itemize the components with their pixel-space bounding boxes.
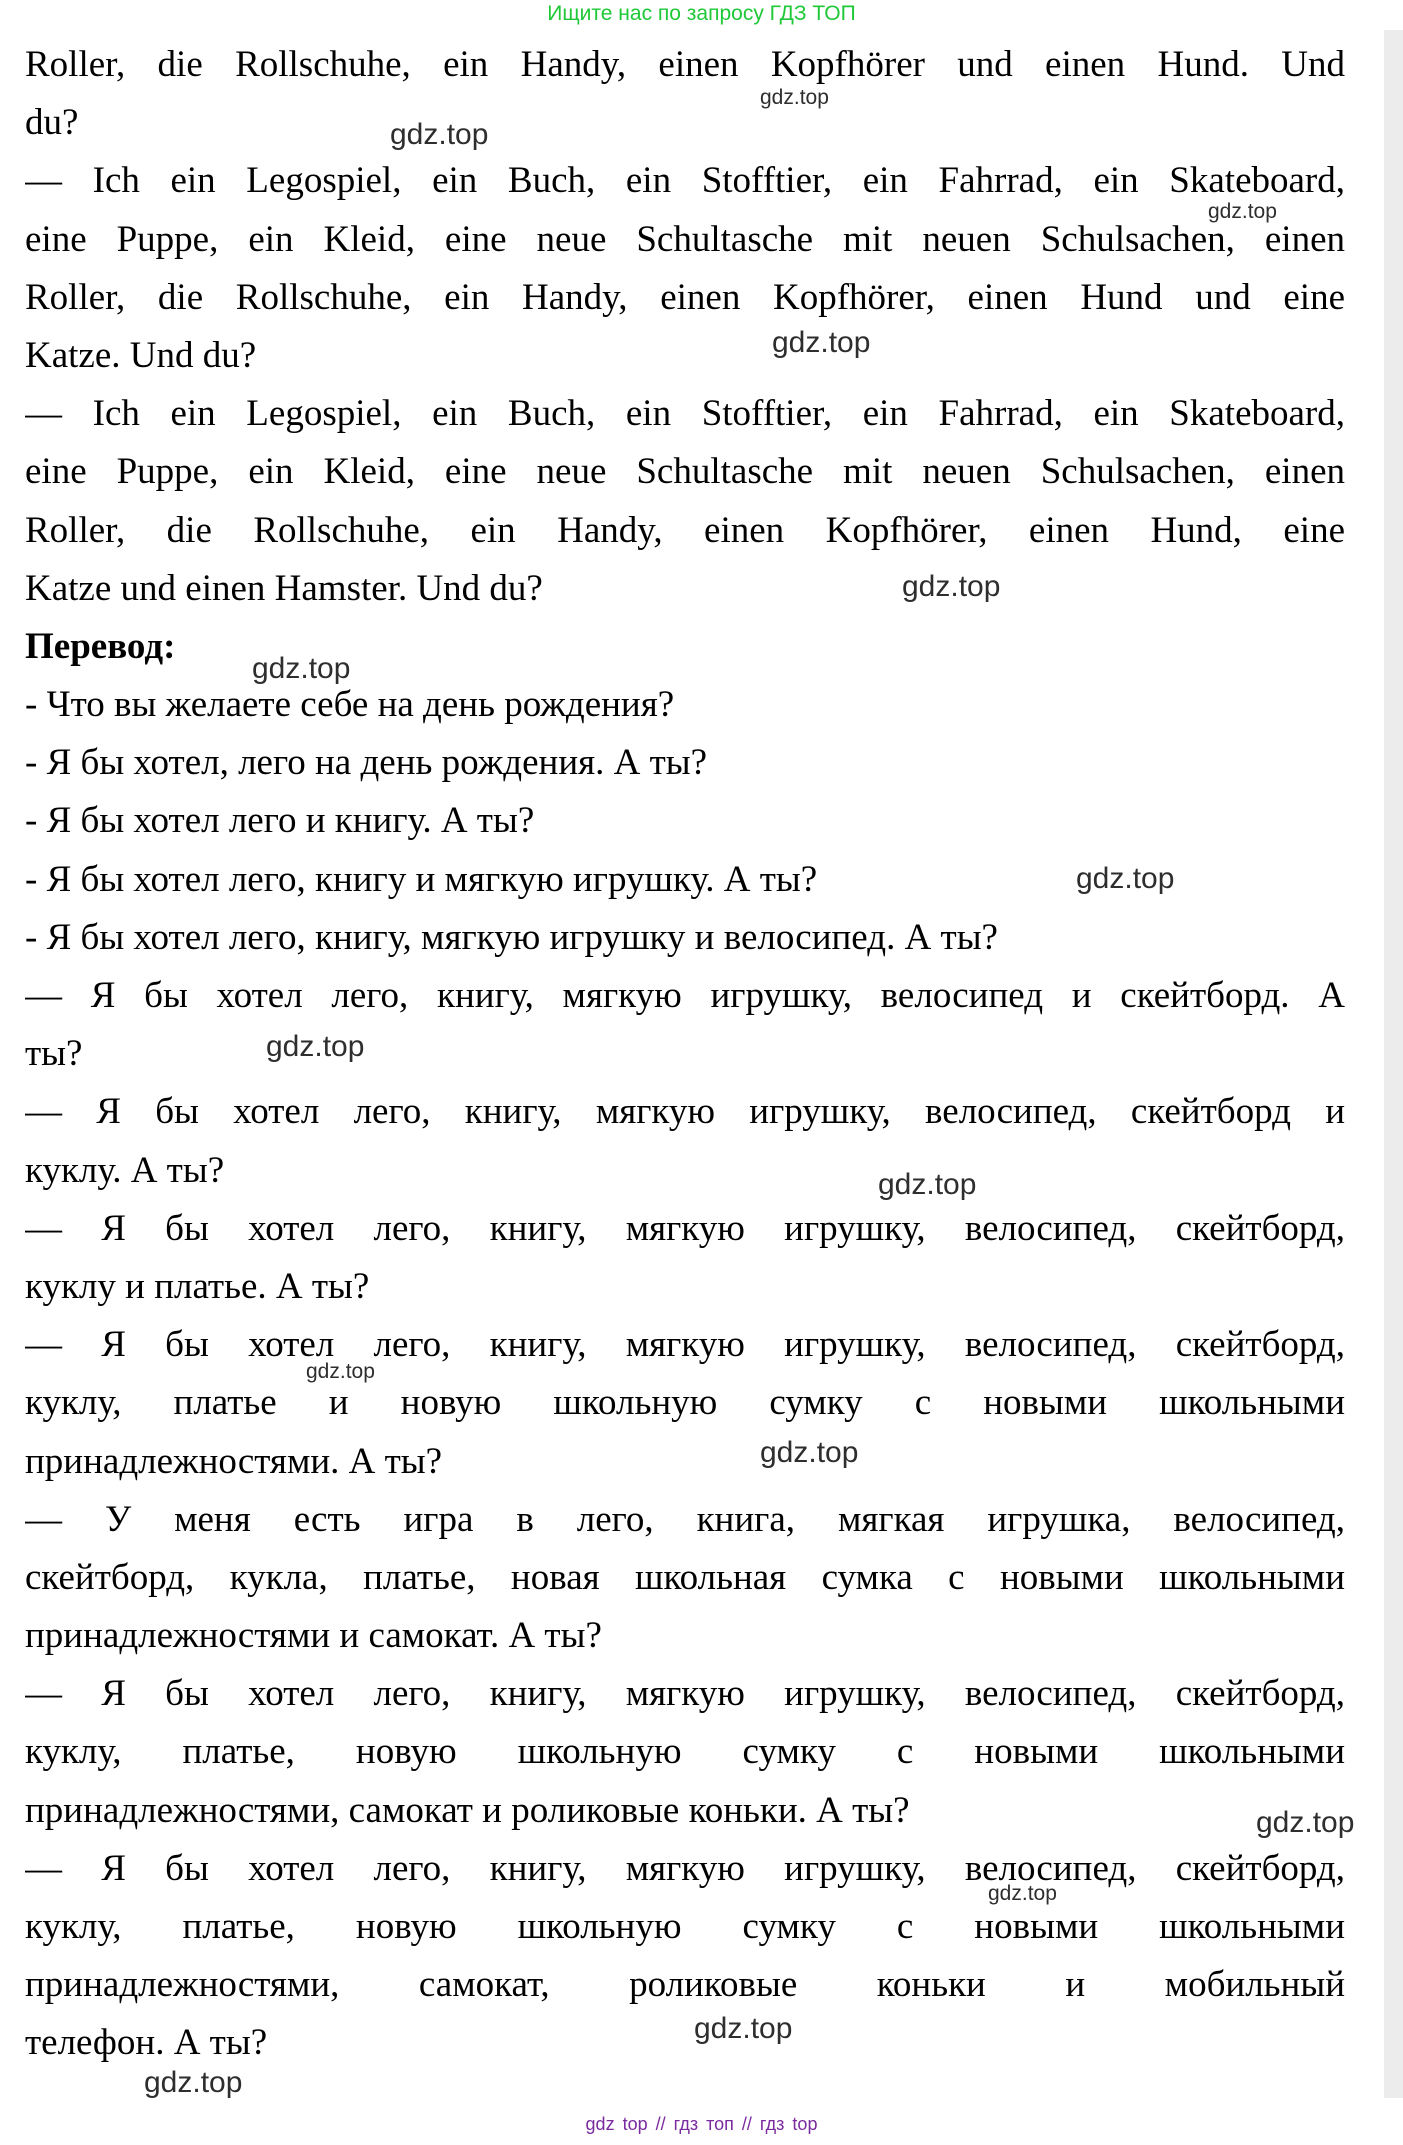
gdz-watermark: gdz.top <box>988 1882 1057 1905</box>
text-line: - Что вы желаете себе на день рождения? <box>25 684 675 726</box>
text-line: — Я бы хотел лего, книгу, мягкую игрушку, велосипед, скейтборд, <box>25 1847 1345 1889</box>
text-line: — Ich ein Legospiel, ein Buch, ein Stofftier, ein Fahrrad, ein Skateboard, <box>25 393 1345 435</box>
text-line: eine Puppe, ein Kleid, eine neue Schultasche mit neuen Schulsachen, einen <box>25 451 1345 493</box>
text-line: телефон. А ты? <box>25 2022 268 2064</box>
gdz-watermark: gdz.top <box>390 118 489 151</box>
text-line: — Я бы хотел лего, книгу, мягкую игрушку, велосипед и скейтборд. А <box>25 975 1345 1016</box>
footer-links[interactable]: gdz top // гдз топ // гдз top <box>585 2114 818 2134</box>
text-line: — Я бы хотел лего, книгу, мягкую игрушку, велосипед, скейтборд, <box>25 1207 1345 1249</box>
text-line: — Я бы хотел лего, книгу, мягкую игрушку, велосипед, скейтборд и <box>25 1091 1345 1133</box>
translation-heading: Перевод: <box>25 625 176 667</box>
gdz-watermark: gdz.top <box>694 2012 793 2045</box>
answer-text <box>25 36 1345 2073</box>
gdz-watermark: gdz.top <box>772 326 871 359</box>
text-line: куклу, платье, новую школьную сумку с новыми школьными <box>25 1731 1345 1773</box>
text-line: - Я бы хотел лего и книгу. А ты? <box>25 800 535 842</box>
text-line: принадлежностями и самокат. А ты? <box>25 1615 602 1657</box>
text-line: принадлежностями, самокат и роликовые коньки. А ты? <box>25 1789 910 1831</box>
text-line: du? <box>25 102 79 144</box>
text-line: Katze und einen Hamster. Und du? <box>25 567 543 609</box>
text-line: — Ich ein Legospiel, ein Buch, ein Stofftier, ein Fahrrad, ein Skateboard, <box>25 160 1345 202</box>
gdz-watermark: gdz.top <box>902 570 1001 603</box>
text-line: куклу, платье, новую школьную сумку с новыми школьными <box>25 1906 1345 1947</box>
text-line: — У меня есть игра в лего, книга, мягкая игрушка, велосипед, <box>25 1498 1345 1540</box>
text-line: Roller, die Rollschuhe, ein Handy, einen Kopfhörer und einen Hund. Und <box>25 44 1345 85</box>
gdz-watermark: gdz.top <box>760 86 829 109</box>
gdz-watermark: gdz.top <box>1256 1806 1355 1839</box>
text-line: Roller, die Rollschuhe, ein Handy, einen Kopfhörer, einen Hund und eine <box>25 276 1345 318</box>
scrollbar-track[interactable] <box>1384 30 1403 2098</box>
text-line: — Я бы хотел лего, книгу, мягкую игрушку, велосипед, скейтборд, <box>25 1324 1345 1366</box>
gdz-watermark: gdz.top <box>1076 862 1175 895</box>
text-line: Roller, die Rollschuhe, ein Handy, einen Kopfhörer, einen Hund, eine <box>25 509 1345 551</box>
gdz-watermark: gdz.top <box>1208 200 1277 223</box>
text-line: принадлежностями. А ты? <box>25 1440 443 1482</box>
gdz-watermark: gdz.top <box>252 652 351 685</box>
gdz-watermark: gdz.top <box>878 1168 977 1201</box>
text-line: принадлежностями, самокат, роликовые коньки и мобильный <box>25 1964 1345 2006</box>
text-line: куклу. А ты? <box>25 1149 225 1191</box>
text-line: куклу и платье. А ты? <box>25 1265 370 1307</box>
text-line: куклу, платье и новую школьную сумку с новыми школьными <box>25 1382 1345 1424</box>
text-line: - Я бы хотел лего, книгу, мягкую игрушку и велосипед. А ты? <box>25 916 998 958</box>
text-line: - Я бы хотел, лего на день рождения. А ты? <box>25 742 708 784</box>
text-line: eine Puppe, ein Kleid, eine neue Schultasche mit neuen Schulsachen, einen <box>25 218 1345 260</box>
gdz-watermark: gdz.top <box>306 1360 375 1383</box>
text-line: - Я бы хотел лего, книгу и мягкую игрушку. А ты? <box>25 858 818 900</box>
text-line: — Я бы хотел лего, книгу, мягкую игрушку, велосипед, скейтборд, <box>25 1673 1345 1715</box>
gdz-watermark: gdz.top <box>266 1030 365 1063</box>
text-line: скейтборд, кукла, платье, новая школьная сумка с новыми школьными <box>25 1556 1345 1598</box>
gdz-watermark: gdz.top <box>144 2066 243 2099</box>
text-line: Katze. Und du? <box>25 334 257 376</box>
text-line: ты? <box>25 1033 83 1075</box>
gdz-watermark: gdz.top <box>760 1436 859 1469</box>
promo-header: Ищите нас по запросу ГДЗ ТОП <box>547 2 856 25</box>
